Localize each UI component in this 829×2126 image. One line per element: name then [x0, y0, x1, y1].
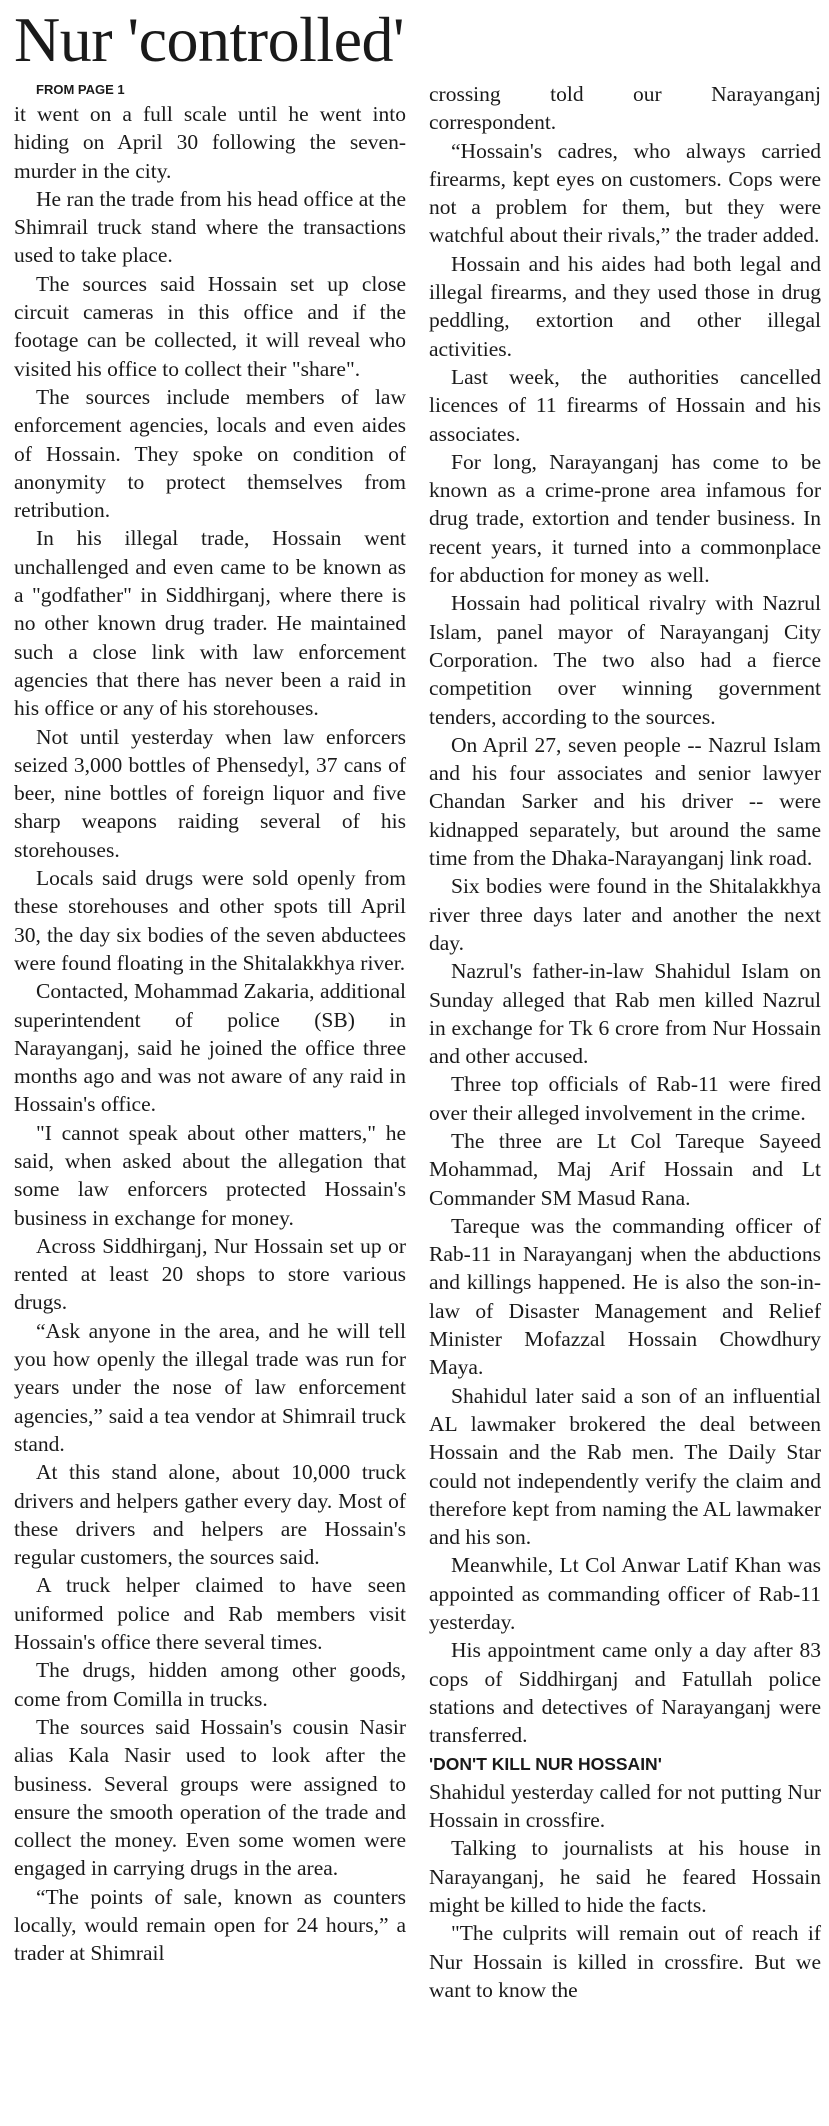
paragraph: For long, Narayanganj has come to be known as a crime-prone area infamous for drug trade, extortion and tender business. In recent years, it turned into a commonplace for abduction for money as well. [429, 449, 821, 588]
paragraph: The sources said Hossain set up close circuit cameras in this office and if the footage can be collected, it will reveal who visited his office to collect their "share". [14, 271, 406, 381]
paragraph: He ran the trade from his head office at the Shimrail truck stand where the transactions used to take place. [14, 186, 406, 268]
paragraph: Contacted, Mohammad Zakaria, additional superintendent of police (SB) in Narayanganj, said he joined the office three months ago and was not aware of any raid in Hossain's office. [14, 979, 406, 1117]
paragraph: Locals said drugs were sold openly from these storehouses and other spots till April 30, the day six bodies of the seven abductees were found floating in the Shitalakkhya river. [14, 866, 406, 975]
paragraph: Six bodies were found in the Shitalakkhya river three days later and another the next day. [429, 874, 821, 955]
paragraph: "I cannot speak about other matters," he said, when asked about the allegation that some law enforcers protected Hossain's business in exchange for money. [14, 1120, 406, 1230]
paragraph: Meanwhile, Lt Col Anwar Latif Khan was appointed as commanding officer of Rab-11 yesterday. [429, 1553, 821, 1635]
paragraph: Not until yesterday when law enforcers seized 3,000 bottles of Phensedyl, 37 cans of beer, nine bottles of foreign liquor and five sharp weapons raiding several of his storehouses. [14, 724, 406, 862]
paragraph: “The points of sale, known as counters locally, would remain open for 24 hours,” a trader at Shimrail [14, 1884, 406, 1966]
paragraph: The sources include members of law enforcement agencies, locals and even aides of Hossain. They spoke on condition of anonymity to protect themselves from retribution. [14, 384, 406, 523]
headline: Nur 'controlled' [14, 4, 405, 75]
paragraph: On April 27, seven people -- Nazrul Islam and his four associates and senior lawyer Chandan Sarker and his driver -- were kidnapped separately, but around the same time from the Dhaka-Narayanganj link road. [429, 732, 821, 871]
paragraph: Tareque was the commanding officer of Rab-11 in Narayanganj when the abductions and killings happened. He is also the son-in-law of Disaster Management and Relief Minister Mofazzal Hossain Chowdhury Maya. [429, 1213, 821, 1380]
paragraph: “Ask anyone in the area, and he will tell you how openly the illegal trade was run for years under the nose of law enforcement agencies,” said a tea vendor at Shimrail truck stand. [14, 1318, 406, 1456]
paragraph: crossing told our Narayanganj correspondent. [429, 82, 821, 135]
subheading: 'DON'T KILL NUR HOSSAIN' [429, 1753, 662, 1774]
paragraph: Three top officials of Rab-11 were fired over their alleged involvement in the crime. [429, 1072, 821, 1125]
paragraph: Talking to journalists at his house in Narayanganj, he said he feared Hossain might be killed to hide the facts. [429, 1836, 821, 1917]
paragraph: Hossain had political rivalry with Nazrul Islam, panel mayor of Narayanganj City Corporation. The two also had a fierce competition over winning government tenders, according to the sources. [429, 591, 821, 729]
paragraph: “Hossain's cadres, who always carried firearms, kept eyes on customers. Cops were not a problem for them, but they were watchful about their rivals,” the trader added. [429, 138, 821, 248]
paragraph: The sources said Hossain's cousin Nasir alias Kala Nasir used to look after the business. Several groups were assigned to ensure the smooth operation of the trade and collect the money. Even some women were engaged in carrying drugs in the area. [14, 1714, 406, 1881]
column-left [14, 80, 406, 2004]
paragraph: In his illegal trade, Hossain went unchallenged and even came to be known as a "godfather" in Siddhirganj, where there is no other known drug trader. He maintained such a close link with law enforcement agencies that there has never been a raid in his office or any of his storehouses. [14, 526, 406, 721]
paragraph: Last week, the authorities cancelled licences of 11 firearms of Hossain and his associates. [429, 364, 821, 446]
article-columns [14, 80, 821, 2004]
paragraph: The three are Lt Col Tareque Sayeed Mohammad, Maj Arif Hossain and Lt Commander SM Masud Rana. [429, 1128, 821, 1210]
paragraph: Nazrul's father-in-law Shahidul Islam on Sunday alleged that Rab men killed Nazrul in exchange for Tk 6 crore from Nur Hossain and other accused. [429, 959, 821, 1069]
column-right [429, 80, 821, 2004]
paragraph: At this stand alone, about 10,000 truck drivers and helpers gather every day. Most of these drivers and helpers are Hossain's regular customers, the sources said. [14, 1460, 406, 1570]
paragraph: Shahidul yesterday called for not putting Nur Hossain in crossfire. [429, 1779, 821, 1833]
paragraph: Across Siddhirganj, Nur Hossain set up or rented at least 20 shops to store various drugs. [14, 1233, 406, 1315]
paragraph: His appointment came only a day after 83 cops of Siddhirganj and Fatullah police stations and detectives of Narayanganj were transferred. [429, 1638, 821, 1748]
paragraph: it went on a full scale until he went into hiding on April 30 following the seven-murder in the city. [14, 102, 406, 183]
kicker: FROM PAGE 1 [36, 82, 125, 97]
paragraph: A truck helper claimed to have seen uniformed police and Rab members visit Hossain's office there several times. [14, 1573, 406, 1655]
paragraph: "The culprits will remain out of reach if Nur Hossain is killed in crossfire. But we want to know the [429, 1921, 821, 2002]
paragraph: Shahidul later said a son of an influential AL lawmaker brokered the deal between Hossain and the Rab men. The Daily Star could not independently verify the claim and therefore kept from naming the AL lawmaker and his son. [429, 1383, 821, 1550]
paragraph: Hossain and his aides had both legal and illegal firearms, and they used those in drug peddling, extortion and other illegal activities. [429, 251, 821, 361]
paragraph: The drugs, hidden among other goods, come from Comilla in trucks. [14, 1658, 406, 1711]
